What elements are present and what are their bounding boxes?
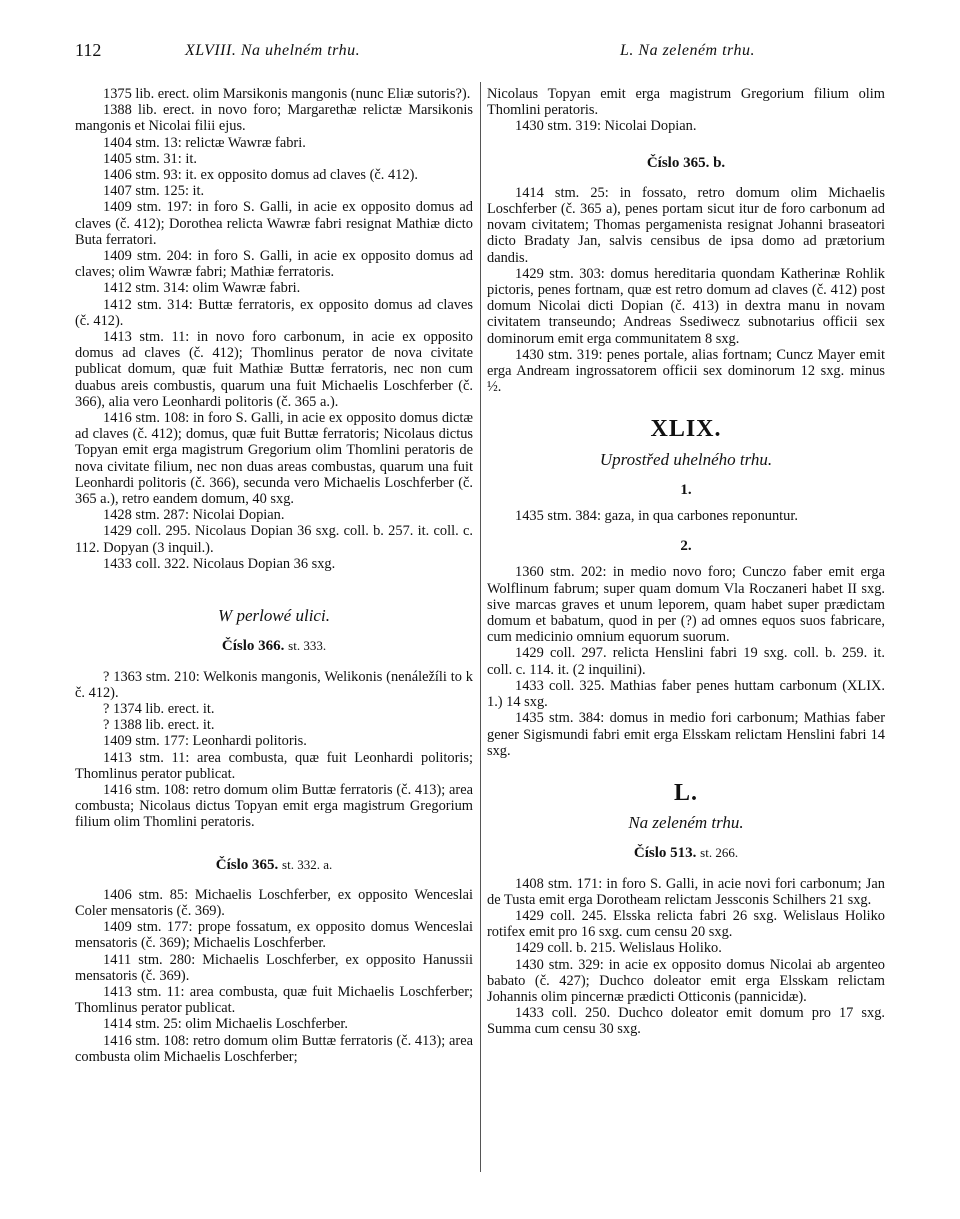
entry: 1430 stm. 319: penes portale, alias fortnam; Cuncz Mayer emit erga Andream ingrossatorem officii sex dominorum 12 sxg. minus ½. [487, 346, 885, 396]
entry: 1435 stm. 384: domus in medio fori carbonum; Mathias faber gener Sigismundi fabri emit erga Elsskam relictam Henslini fabri 14 sxg. [487, 710, 885, 759]
entry: 1388 lib. erect. in novo foro; Margarethæ relictæ Marsikonis mangonis et Nicolai filii ejus. [75, 102, 473, 135]
entry: 1414 stm. 25: in fossato, retro domum olim Michaelis Loschferber (č. 365 a), penes portam sicut itur de foro carbonum ad novam civitatem; Thomas pergamenista resignat Johanni braseatori dicto Bradaty Jan, salvis censibus de ipsa domo ad prætorium dandis. [487, 184, 885, 266]
house-number: Číslo 366. [221, 638, 285, 655]
entry: 1405 stm. 31: it. [103, 150, 197, 167]
entry: 1414 stm. 25: olim Michaelis Loschferber. [103, 1016, 348, 1033]
entry: 1429 coll. 245. Elsska relicta fabri 26 sxg. Welislaus Holiko rotifex emit pro 16 sxg. cum censu 20 sxg. [487, 907, 885, 941]
entry: 1409 stm. 204: in foro S. Galli, in acie ex opposito domus ad claves; olim Wawræ fabri; Mathiæ ferratoris. [75, 248, 473, 281]
entry: 1412 stm. 314: Buttæ ferratoris, ex opposito domus ad claves (č. 412). [75, 296, 473, 329]
entry: 1429 coll. 297. relicta Henslini fabri 19 sxg. coll. b. 259. it. coll. c. 114. it. (2 inquilini). [487, 645, 885, 678]
entry: 1433 coll. 325. Mathias faber penes huttam carbonum (XLIX. 1.) 14 sxg. [487, 677, 885, 711]
entry: 1413 stm. 11: in novo foro carbonum, in acie ex opposito domus ad claves (č. 412); Thomlinus perator de nova civitate publicat domum, quæ fuit Mathiæ Buttæ ferratoris, nec non cum duabus areis combustis, quarum una fuit Michaelis Loschferber (č. 366), alia vero Leonhardi politoris (č. 365 a.). [75, 329, 473, 410]
right-column [487, 86, 885, 1038]
house-number-heading: Číslo 365. b. [646, 154, 726, 171]
entry: 1413 stm. 11: area combusta, quæ fuit Michaelis Loschferber; Thomlinus perator publicat. [75, 983, 473, 1017]
entry-continuation: Nicolaus Topyan emit erga magistrum Gregorium filium olim Thomlini peratoris. [487, 86, 885, 119]
entry: ? 1388 lib. erect. it. [103, 717, 215, 734]
entry: ? 1374 lib. erect. it. [103, 700, 215, 717]
street-number: st. 333. [288, 638, 327, 654]
house-number-heading [75, 638, 473, 654]
section-title: Uprostřed uhelného trhu. [599, 449, 773, 469]
entry: 1409 stm. 197: in foro S. Galli, in acie ex opposito domus ad claves (č. 412); Dorothea relicta Wawræ fabri resignat Mathiæ dicto Buta ferratori. [75, 199, 473, 248]
entry: 1411 stm. 280: Michaelis Loschferber, ex opposito Hanussii mensatoris (č. 369). [75, 951, 473, 984]
entry: 1406 stm. 85: Michaelis Loschferber, ex opposito Wenceslai Coler mensatoris (č. 369). [75, 886, 473, 919]
entry: 1413 stm. 11: area combusta, quæ fuit Leonhardi politoris; Thomlinus perator publicat. [75, 749, 473, 782]
entry: 1429 coll. 295. Nicolaus Dopian 36 sxg. coll. b. 257. it. coll. c. 112. Dopyan (3 inquil.). [75, 523, 473, 556]
entry: 1360 stm. 202: in medio novo foro; Cunczo faber emit erga Wolflinum fabrum; super quam domum Vla Roczaneri habet II sxg. sive marcas graves et unum leporem, quam habet super prædictam domum et babatum, quod in per (?) ad omnes equos suos fabricare, cum medicinio omnium equorum suorum. [487, 564, 885, 646]
chapter-number: XLIX. [650, 416, 722, 443]
street-number: st. 332. a. [282, 856, 333, 872]
entry: 1416 stm. 108: retro domum olim Buttæ ferratoris (č. 413); area combusta; Nicolaus dictus Topyan emit erga magistrum Gregorium filium olim Thomlini peratoris. [75, 781, 473, 831]
entry: 1375 lib. erect. olim Marsikonis mangonis (nunc Eliæ sutoris?). [103, 86, 471, 102]
house-number: Číslo 365. [215, 856, 279, 873]
entry: 1429 coll. b. 215. Welislaus Holiko. [515, 940, 722, 957]
house-number: Číslo 513. [633, 845, 697, 862]
entry: 1407 stm. 125: it. [103, 183, 205, 200]
house-number-heading [487, 845, 885, 861]
entry: 1430 stm. 319: Nicolai Dopian. [515, 118, 697, 135]
street-number: st. 266. [700, 845, 739, 861]
entry: 1428 stm. 287: Nicolai Dopian. [103, 507, 285, 524]
left-column [75, 86, 473, 1065]
column-divider [480, 82, 481, 1172]
house-number-heading: 2. [680, 538, 692, 555]
section-title: W perlowé ulici. [218, 606, 330, 626]
entry: 1408 stm. 171: in foro S. Galli, in acie novi fori carbonum; Jan de Tusta emit erga Dorotheam relictam Jessconis Schilhers 21 sxg. [487, 875, 885, 908]
entry: 1416 stm. 108: in foro S. Galli, in acie ex opposito domus dictæ ad claves (č. 412); domus, quæ fuit Buttæ ferratoris; Nicolaus dictus Topyan emit erga magistrum Gregorium olim Thomlini peratoris de nova civitate filium, nec non duas areas combustas, quarum una fuit Leonhardi politoris (č. 366), secunda vero Michaelis Loschferber (č. 365 a.), retro eandem domum, 40 sxg. [75, 410, 473, 508]
entry: 1412 stm. 314: olim Wawræ fabri. [103, 280, 301, 297]
house-number-heading: 1. [680, 481, 692, 498]
entry: 1409 stm. 177: prope fossatum, ex opposito domus Wenceslai mensatoris (č. 369); Michaelis Loschferber. [75, 919, 473, 952]
entry: 1433 coll. 250. Duchco doleator emit domum pro 17 sxg. Summa cum censu 30 sxg. [487, 1005, 885, 1038]
entry: 1433 coll. 322. Nicolaus Dopian 36 sxg. [103, 555, 336, 572]
entry: ? 1363 stm. 210: Welkonis mangonis, Welikonis (nenáležíli to k č. 412). [75, 668, 473, 701]
entry: 1406 stm. 93: it. ex opposito domus ad claves (č. 412). [103, 167, 418, 184]
header-right-title: L. Na zeleném trhu. [620, 42, 755, 59]
running-header [75, 40, 885, 64]
header-left-title: XLVIII. Na uhelném trhu. [185, 42, 361, 59]
entry: 1435 stm. 384: gaza, in qua carbones reponuntur. [515, 508, 798, 525]
entry: 1416 stm. 108: retro domum olim Buttæ ferratoris (č. 413); area combusta olim Michaelis Loschferber; [75, 1032, 473, 1065]
page-number: 112 [75, 40, 102, 60]
chapter-number: L. [673, 779, 698, 806]
entry: 1404 stm. 13: relictæ Wawræ fabri. [103, 134, 306, 151]
entry: 1409 stm. 177: Leonhardi politoris. [103, 733, 307, 750]
entry: 1429 stm. 303: domus hereditaria quondam Katherinæ Rohlik pictoris, penes fortnam, quæ est retro domum ad claves (č. 412) post domum Nicolai dicti Dopian (č. 413) in dextra manu in novam civitatem transeundo; Andreas Ssediwecz subnotarius officii sex dominorum emit erga communitatem 8 sxg. [487, 265, 885, 347]
house-number-heading [75, 857, 473, 873]
section-title: Na zeleném trhu. [628, 813, 744, 833]
entry: 1430 stm. 329: in acie ex opposito domus Nicolai ab argenteo babato (č. 427); Duchco doleator emit erga Elsskam relictam Johannis olim pincernæ prædicti Otticonis (pannicidæ). [487, 956, 885, 1005]
